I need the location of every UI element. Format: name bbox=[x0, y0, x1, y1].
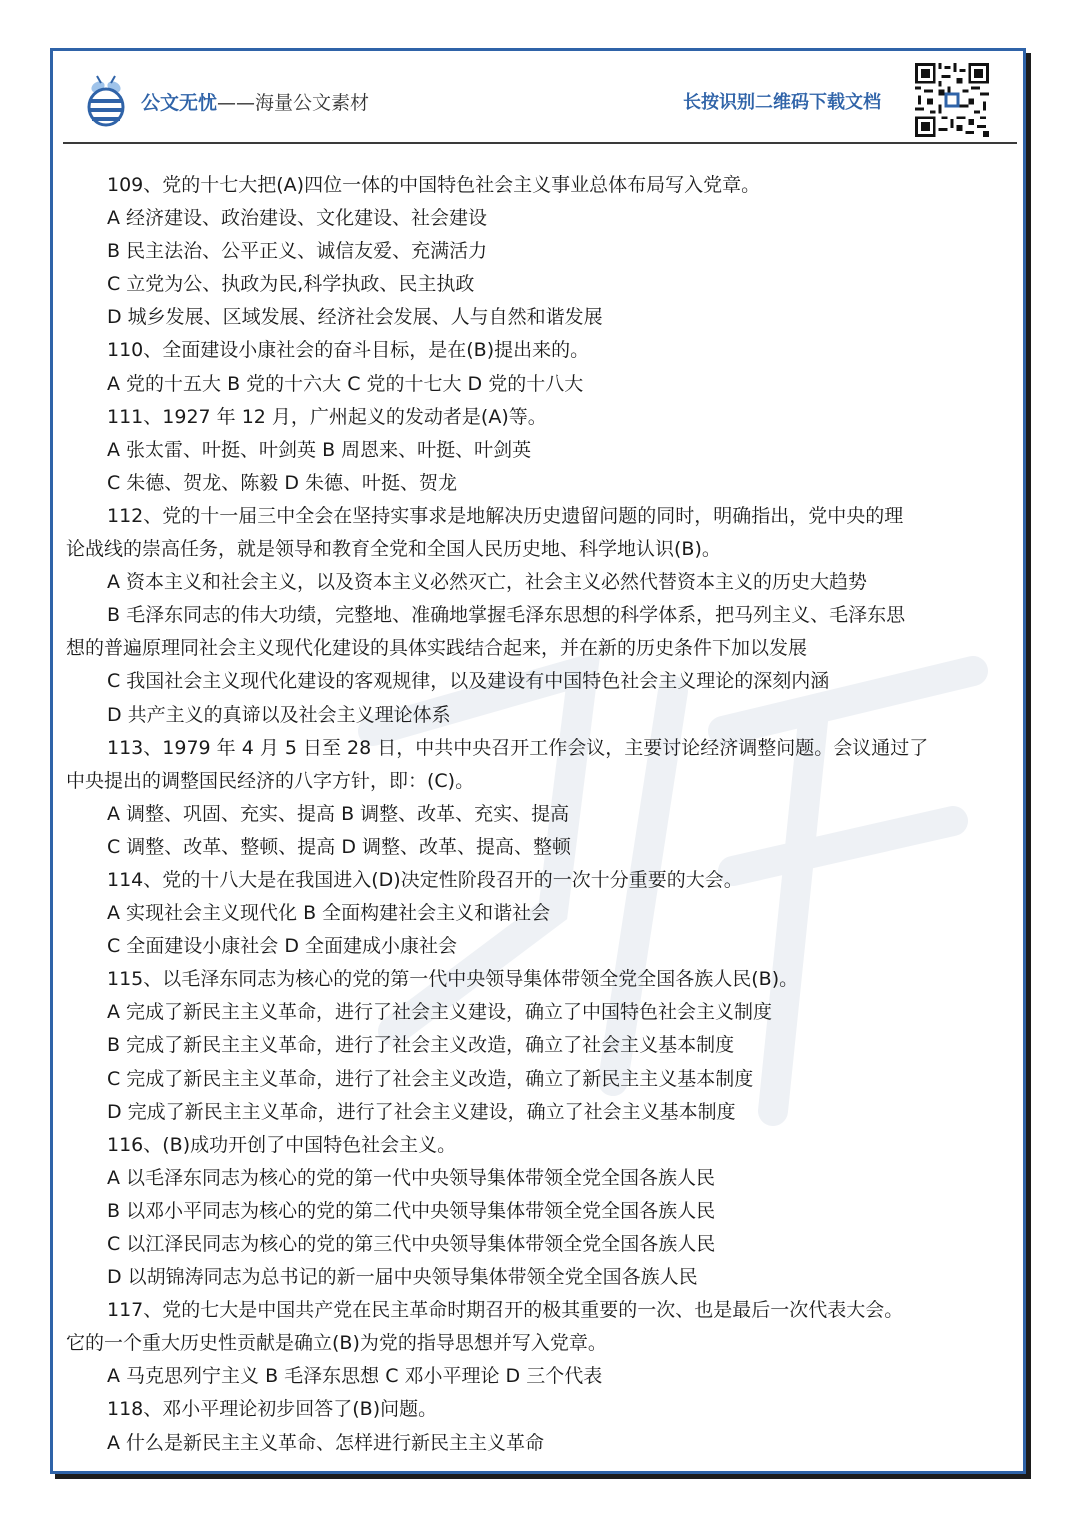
text-line: A 张太雷、叶挺、叶剑英 B 周恩来、叶挺、叶剑英 bbox=[107, 438, 532, 461]
brand-name: 公文无忧 bbox=[141, 92, 218, 114]
brand-tagline: ——海量公文素材 bbox=[217, 92, 370, 114]
text-line: 109、党的十七大把(A)四位一体的中国特色社会主义事业总体布局写入党章。 bbox=[107, 174, 761, 196]
text-line: B 民主法治、公平正义、诚信友爱、充满活力 bbox=[107, 240, 488, 263]
text-line: D 以胡锦涛同志为总书记的新一届中央领导集体带领全党全国各族人民 bbox=[107, 1266, 698, 1289]
text-line: 114、党的十八大是在我国进入(D)决定性阶段召开的一次十分重要的大会。 bbox=[107, 868, 743, 891]
text-line: A 实现社会主义现代化 B 全面构建社会主义和谐社会 bbox=[107, 902, 551, 925]
bee-logo-icon bbox=[83, 75, 129, 129]
text-line: C 以江泽民同志为核心的党的第三代中央领导集体带领全党全国各族人民 bbox=[107, 1233, 716, 1255]
text-line: 115、以毛泽东同志为核心的党的第一代中央领导集体带领全党全国各族人民(B)。 bbox=[107, 968, 799, 991]
text-line: 111、1927 年 12 月，广州起义的发动者是(A)等。 bbox=[107, 405, 547, 428]
brand-title bbox=[141, 91, 369, 115]
header-divider bbox=[63, 142, 1017, 144]
text-line: A 什么是新民主主义革命、怎样进行新民主主义革命 bbox=[107, 1431, 545, 1454]
text-line: A 经济建设、政治建设、文化建设、社会建设 bbox=[107, 207, 488, 230]
text-line: 中央提出的调整国民经济的八字方针，即：(C)。 bbox=[66, 769, 475, 792]
text-line: D 完成了新民主主义革命，进行了社会主义建设，确立了社会主义基本制度 bbox=[107, 1100, 736, 1123]
text-line: C 朱德、贺龙、陈毅 D 朱德、叶挺、贺龙 bbox=[107, 471, 458, 494]
text-line: 118、邓小平理论初步回答了(B)问题。 bbox=[107, 1398, 438, 1421]
text-line: C 立党为公、执政为民,科学执政、民主执政 bbox=[107, 273, 475, 296]
text-line: B 以邓小平同志为核心的党的第二代中央领导集体带领全党全国各族人民 bbox=[107, 1199, 716, 1222]
text-line: 113、1979 年 4 月 5 日至 28 日，中共中央召开工作会议，主要讨论经济调整问题。会议通过了 bbox=[107, 736, 929, 759]
text-line: D 城乡发展、区域发展、经济社会发展、人与自然和谐发展 bbox=[107, 306, 603, 329]
text-line: A 资本主义和社会主义，以及资本主义必然灭亡，社会主义必然代替资本主义的历史大趋势 bbox=[107, 571, 868, 594]
text-line: D 共产主义的真谛以及社会主义理论体系 bbox=[107, 703, 451, 726]
text-line: A 马克思列宁主义 B 毛泽东思想 C 邓小平理论 D 三个代表 bbox=[107, 1365, 603, 1388]
text-line: C 全面建设小康社会 D 全面建成小康社会 bbox=[107, 935, 458, 958]
text-line: B 毛泽东同志的伟大功绩，完整地、准确地掌握毛泽东思想的科学体系，把马列主义、毛泽东思 bbox=[107, 604, 906, 627]
qr-code-icon[interactable] bbox=[915, 63, 989, 137]
text-line: A 党的十五大 B 党的十六大 C 党的十七大 D 党的十八大 bbox=[107, 372, 584, 395]
text-line: C 完成了新民主主义革命，进行了社会主义改造，确立了新民主主义基本制度 bbox=[107, 1067, 754, 1090]
page-header bbox=[53, 51, 1023, 145]
text-line: C 调整、改革、整顿、提高 D 调整、改革、提高、整顿 bbox=[107, 835, 572, 858]
download-hint: 长按识别二维码下载文档 bbox=[683, 92, 881, 113]
text-line: A 调整、巩固、充实、提高 B 调整、改革、充实、提高 bbox=[107, 802, 570, 825]
text-line: 116、(B)成功开创了中国特色社会主义。 bbox=[107, 1133, 457, 1156]
question-list bbox=[66, 169, 1021, 1460]
text-line: 想的普遍原理同社会主义现代化建设的具体实践结合起来，并在新的历史条件下加以发展 bbox=[66, 637, 808, 660]
text-line: 它的一个重大历史性贡献是确立(B)为党的指导思想并写入党章。 bbox=[66, 1332, 607, 1355]
text-line: 论战线的崇高任务，就是领导和教育全党和全国人民历史地、科学地认识(B)。 bbox=[66, 538, 721, 561]
text-line: 112、党的十一届三中全会在坚持实事求是地解决历史遗留问题的同时，明确指出，党中央的理 bbox=[107, 504, 904, 527]
text-line: C 我国社会主义现代化建设的客观规律，以及建设有中国特色社会主义理论的深刻内涵 bbox=[107, 670, 830, 693]
text-line: A 以毛泽东同志为核心的党的第一代中央领导集体带领全党全国各族人民 bbox=[107, 1166, 716, 1189]
text-line: 117、党的七大是中国共产党在民主革命时期召开的极其重要的一次、也是最后一次代表大会。 bbox=[107, 1299, 904, 1322]
text-line: 110、全面建设小康社会的奋斗目标，是在(B)提出来的。 bbox=[107, 339, 590, 362]
text-line: A 完成了新民主主义革命，进行了社会主义建设，确立了中国特色社会主义制度 bbox=[107, 1001, 773, 1024]
document-page bbox=[50, 48, 1026, 1474]
text-line: B 完成了新民主主义革命，进行了社会主义改造，确立了社会主义基本制度 bbox=[107, 1034, 735, 1057]
